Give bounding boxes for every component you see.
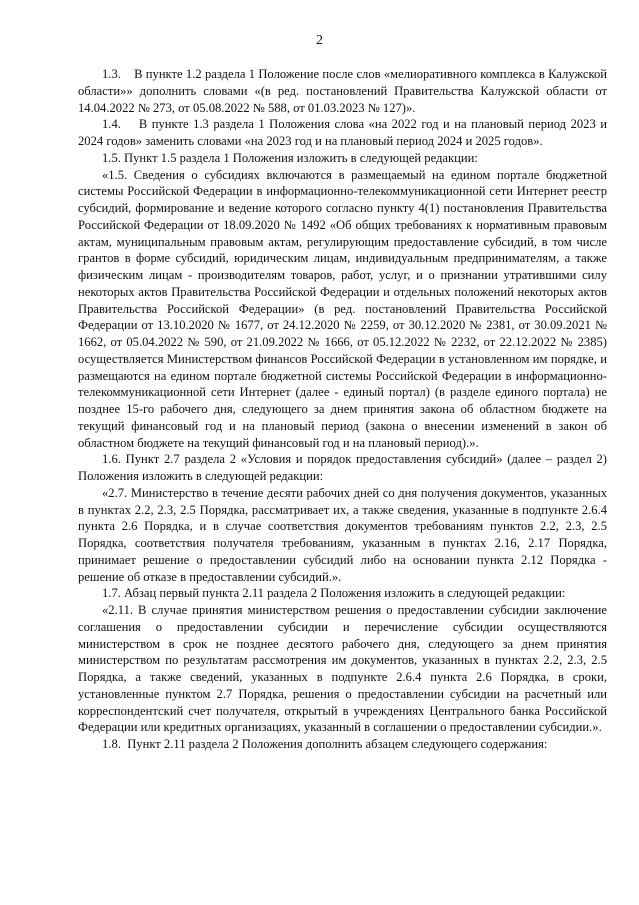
document-body — [78, 66, 607, 753]
paragraph-1-6: 1.6. Пункт 2.7 раздела 2 «Условия и порядок предоставления субсидий» (далее – раздел 2) Положения изложить в следующей редакции: — [78, 452, 607, 483]
paragraph-1-8: 1.8. Пункт 2.11 раздела 2 Положения дополнить абзацем следующего содержания: — [102, 737, 548, 751]
paragraph-1-7: 1.7. Абзац первый пункта 2.11 раздела 2 Положения изложить в следующей редакции: — [102, 586, 566, 601]
paragraph-1-3: 1.3. В пункте 1.2 раздела 1 Положение после слов «мелиоративного комплекса в Калужской области»» дополнить словами «(в ред. постановлений Правительства Калужской области от 14.04.2022 № 273, от 05.08.2022 № 588, от 01.03.2023 № 127)». — [78, 67, 607, 115]
paragraph-1-5-quote: «1.5. Сведения о субсидиях включаются в размещаемый на едином портале бюджетной системы Российской Федерации в информационно-телекоммуникационной сети Интернет реестр субсидий, формирование и ведение которого согласно пункту 4(1) постановления Правительства Российской Федерации от 18.09.2020 № 1492 «Об общих требованиях к нормативным правовым актам, муниципальным правовым актам, регулирующим предоставление субсидий, в том числе грантов в форме субсидий, юридическим лицам, индивидуальным предпринимателям, а также физическим лицам - производителям товаров, работ, услуг, и о признании утратившими силу некоторых актов Правительства Российской Федерации и отдельных положений некоторых актов Правительства Российской Федерации» (в ред. постановлений Правительства Российской Федерации от 13.10.2020 № 1677, от 24.12.2020 № 2259, от 30.12.2020 № 2381, от 30.09.2021 № 1662, от 05.04.2022 № 590, от 21.09.2022 № 1666, от 05.12.2022 № 2232, от 22.12.2022 № 2385) осуществляется Министерством финансов Российской Федерации в установленном им порядке, и размещаются на едином портале бюджетной системы Российской Федерации в информационно-телекоммуникационной сети Интернет (далее - единый портал) (в разделе единого портала) не позднее 15-го рабочего дня, следующего за днем принятия закона об областном бюджете на текущий финансовый год и на плановый период (закона о внесении изменений в закон об областном бюджете на текущий финансовый год и на плановый период).». — [78, 167, 607, 450]
paragraph-1-4: 1.4. В пункте 1.3 раздела 1 Положения слова «на 2022 год и на плановый период 2023 и 2024 годов» заменить словами «на 2023 год и на плановый период 2024 и 2025 годов». — [78, 117, 607, 148]
paragraph-2-7-quote: «2.7. Министерство в течение десяти рабочих дней со дня получения документов, указанных в пунктах 2.2, 2.3, 2.5 Порядка, рассматривает их, а также сведения, указанные в подпункте 2.6.4 пункта 2.6 Порядка, и в случае соответствия документов требованиям пунктов 2.2, 2.3, 2.5 Порядка, соответствия получателя требованиям, указанным в пунктах 2.16, 2.17 Порядка, принимает решение о предоставлении субсидий либо на основании пункта 2.12 Порядка - решение об отказе в предоставлении субсидий.». — [78, 485, 607, 584]
paragraph-1-5: 1.5. Пункт 1.5 раздела 1 Положения изложить в следующей редакции: — [102, 150, 478, 165]
paragraph-2-11-quote: «2.11. В случае принятия министерством решения о предоставлении субсидии заключение соглашения о предоставлении субсидии и перечисление субсидии осуществляются министерством в срок не позднее десятого рабочего дня, следующего за днем принятия министерством по результатам рассмотрения им документов, указанных в пунктах 2.2, 2.3, 2.5 Порядка, а также сведений, указанных в подпункте 2.6.4 пункта 2.6 Порядка, в сроки, установленные пунктом 2.7 Порядка, решения о предоставлении субсидии на расчетный или корреспондентский счет получателя, открытый в учреждениях Центрального банка Российской Федерации или кредитных организациях, указанный в соглашении о предоставлении субсидии.». — [78, 603, 607, 735]
page-number: 2 — [316, 33, 323, 48]
